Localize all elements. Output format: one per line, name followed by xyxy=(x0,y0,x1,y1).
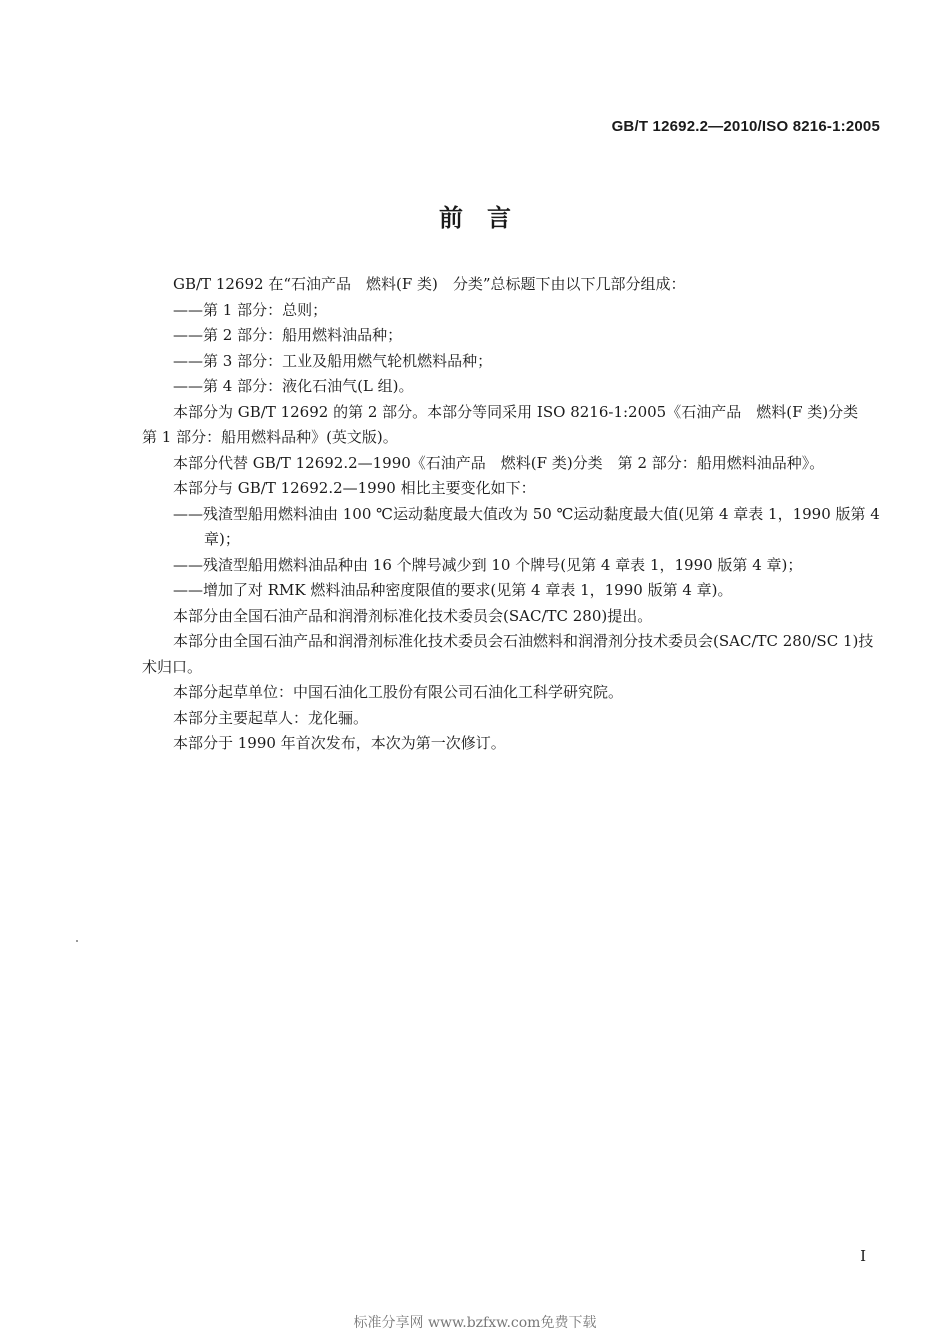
paragraph: 本部分由全国石油产品和润滑剂标准化技术委员会(SAC/TC 280)提出。 xyxy=(173,606,653,625)
standard-code: GB/T 12692.2—2010/ISO 8216-1:2005 xyxy=(611,118,880,135)
list-item: ——第 4 部分：液化石油气(L 组)。 xyxy=(173,377,414,395)
paragraph: 本部分代替 GB/T 12692.2—1990《石油产品 燃料(F 类)分类 第 2 部分：船用燃料油品种》。 xyxy=(173,453,825,472)
foreword-body xyxy=(142,272,880,757)
paragraph: 本部分主要起草人：龙化骊。 xyxy=(173,708,369,727)
list-item: ——第 1 部分：总则； xyxy=(173,300,328,319)
change-item: ——残渣型船用燃料油品种由 16 个牌号减少到 10 个牌号(见第 4 章表 1，1990 版第 4 章)； xyxy=(173,555,803,574)
footer-watermark: 标准分享网 www.bzfxw.com免费下载 xyxy=(353,1315,597,1331)
paragraph: 本部分于 1990 年首次发布，本次为第一次修订。 xyxy=(173,734,506,752)
page-title: 前 言 xyxy=(439,204,511,232)
change-item: ——残渣型船用燃料油由 100 ℃运动黏度最大值改为 50 ℃运动黏度最大值(见第 4 章表 1，1990 版第 4 章)； xyxy=(173,504,880,548)
list-item: ——第 2 部分：船用燃料油品种； xyxy=(173,326,403,344)
paragraph: 本部分与 GB/T 12692.2—1990 相比主要变化如下： xyxy=(173,479,536,497)
page-number: I xyxy=(860,1247,866,1265)
paragraph: 本部分由全国石油产品和润滑剂标准化技术委员会石油燃料和润滑剂分技术委员会(SAC/TC 280/SC 1)技术归口。 xyxy=(142,632,874,676)
scan-speck xyxy=(76,940,78,942)
paragraph: 本部分为 GB/T 12692 的第 2 部分。本部分等同采用 ISO 8216-1:2005《石油产品 燃料(F 类)分类 第 1 部分：船用燃料品种》(英文版)。 xyxy=(142,402,874,446)
paragraph-intro: GB/T 12692 在“石油产品 燃料(F 类) 分类”总标题下由以下几部分组成： xyxy=(173,275,686,293)
list-item: ——第 3 部分：工业及船用燃气轮机燃料品种； xyxy=(173,351,493,370)
paragraph: 本部分起草单位：中国石油化工股份有限公司石油化工科学研究院。 xyxy=(173,683,624,701)
change-item: ——增加了对 RMK 燃料油品种密度限值的要求(见第 4 章表 1，1990 版第 4 章)。 xyxy=(173,581,733,599)
